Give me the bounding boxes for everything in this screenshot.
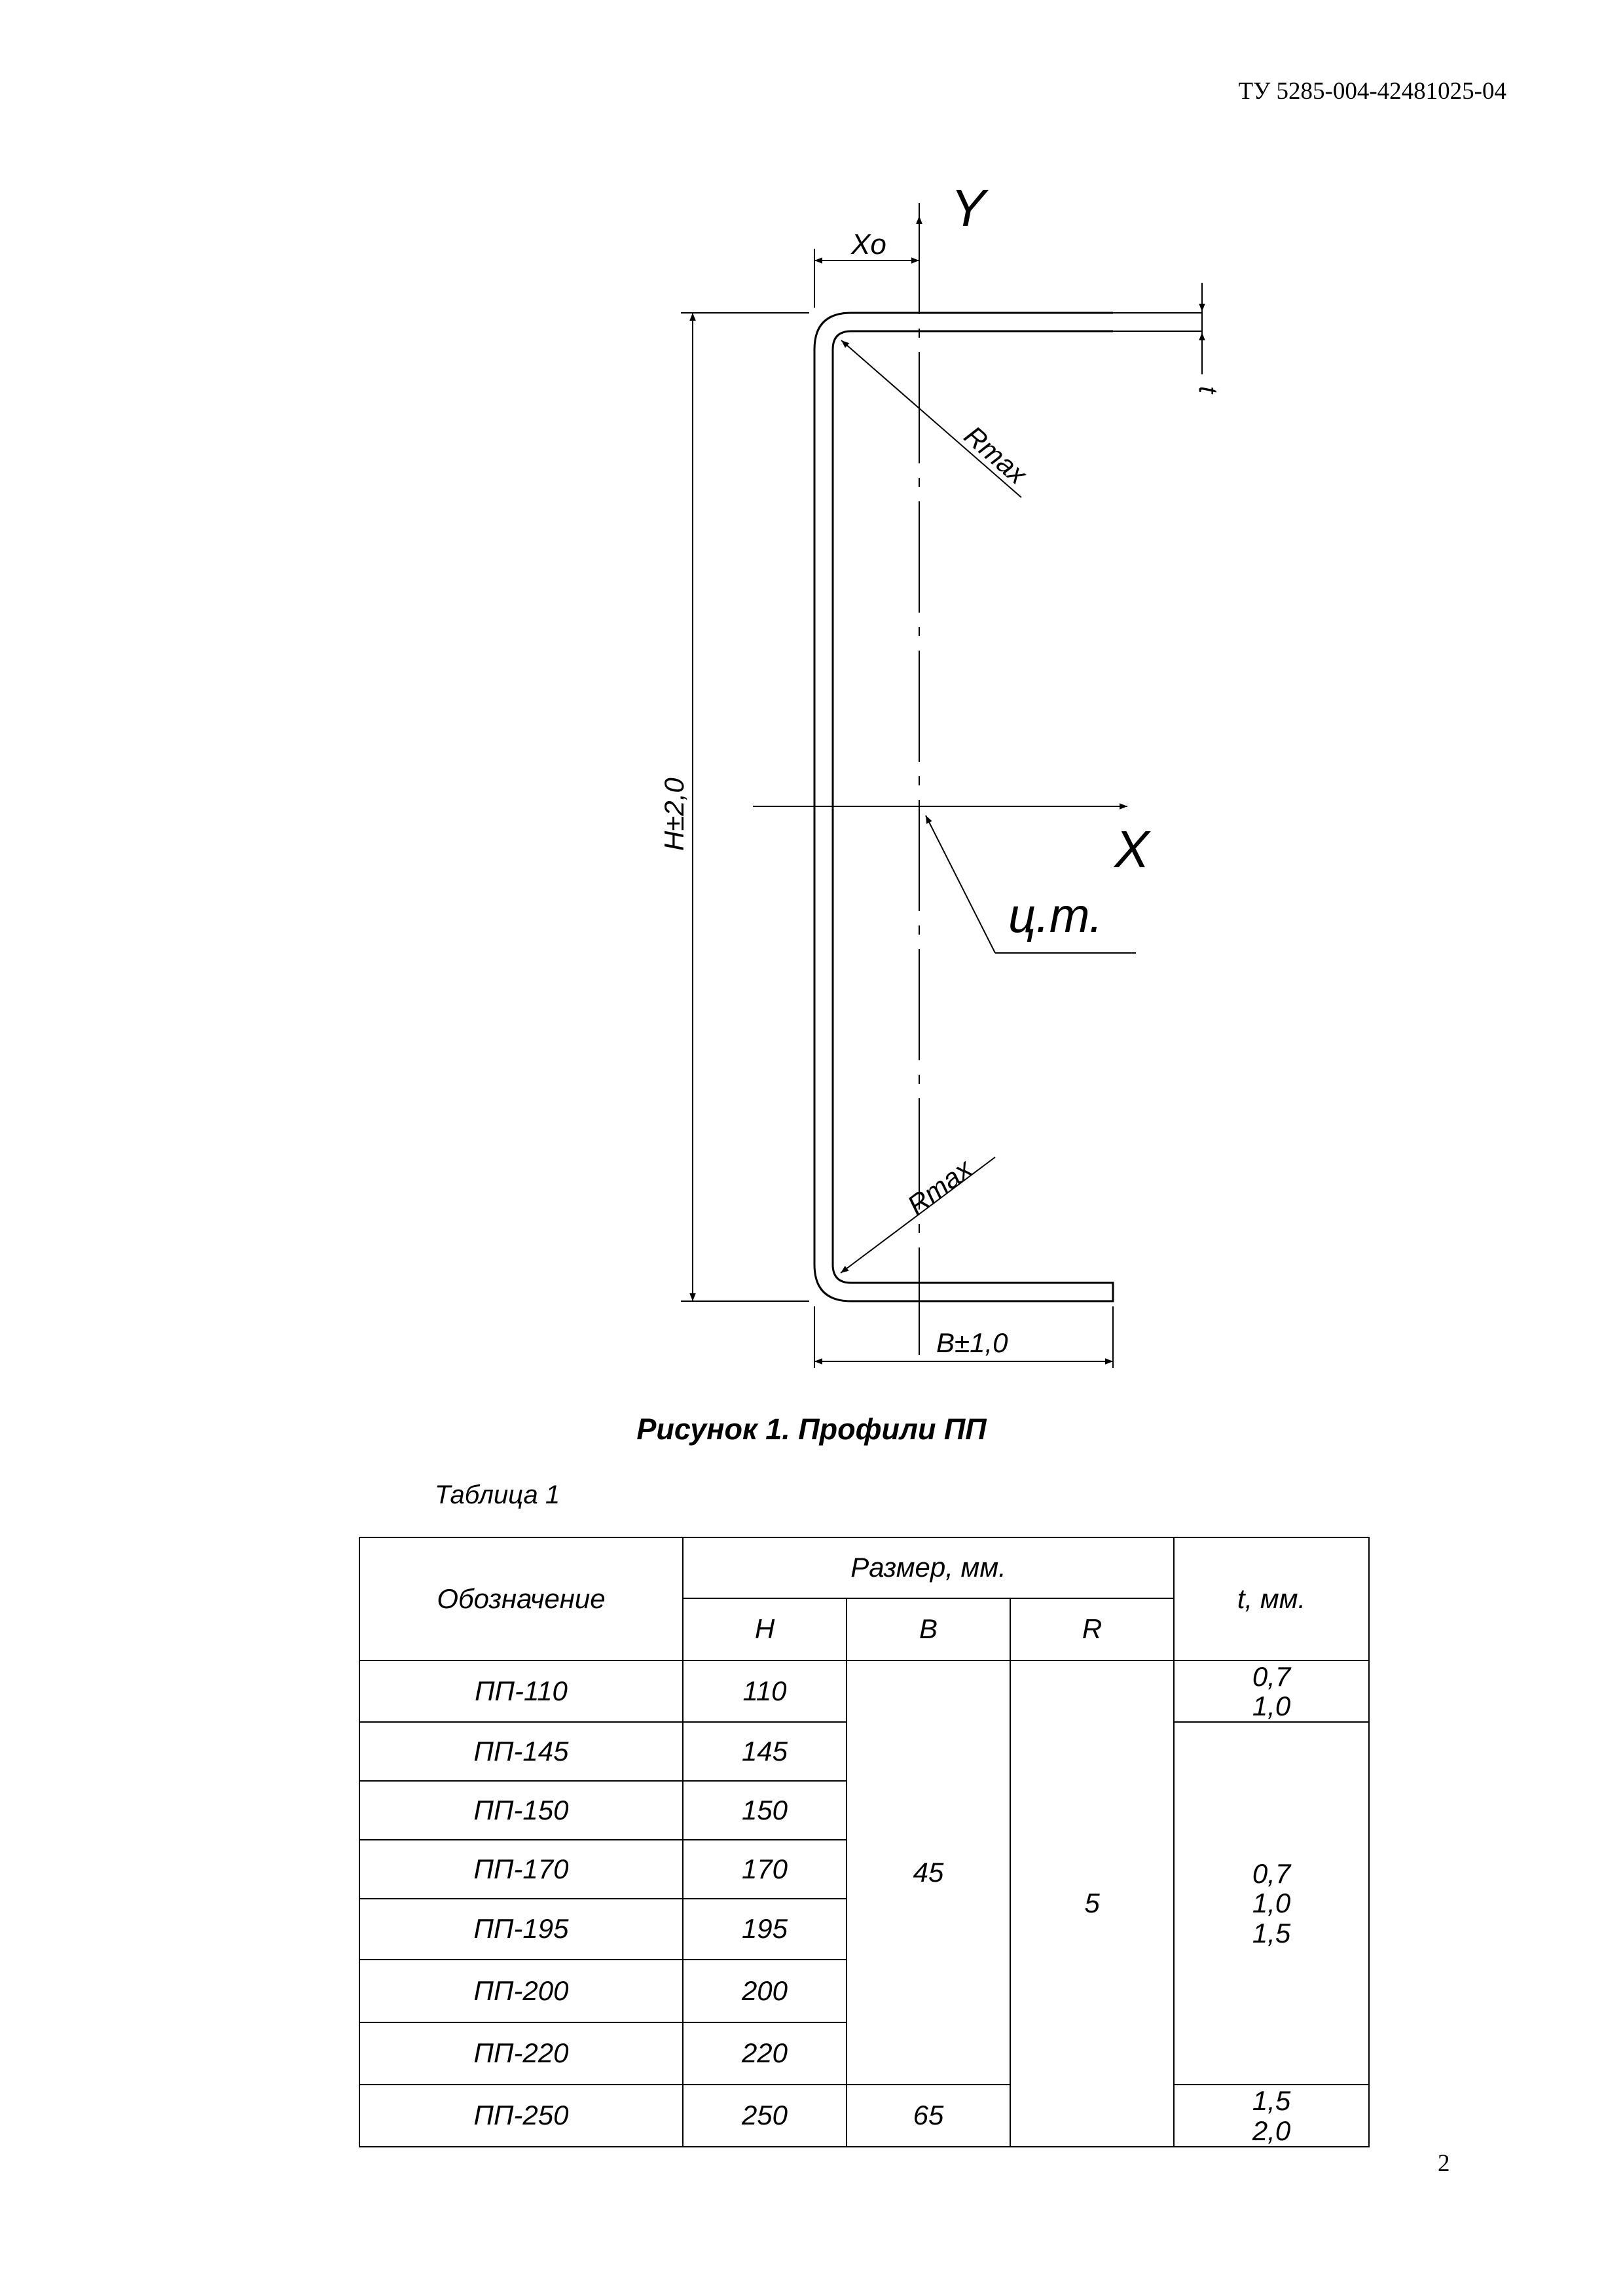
figure-caption: Рисунок 1. Профили ПП [636, 1412, 987, 1446]
h-cell: 170 [683, 1840, 847, 1899]
designation-cell: ПП-220 [359, 2022, 683, 2085]
t-cell-group1 [1174, 1660, 1369, 1722]
t-value: 0,7 [1252, 1857, 1291, 1889]
centroid-label: ц.т. [1008, 888, 1103, 942]
h-cell: 150 [683, 1781, 847, 1840]
radius-bottom-label: Rmax [902, 1153, 978, 1221]
header-r: R [1010, 1598, 1174, 1660]
table-row [359, 2085, 1369, 2147]
header-h: H [683, 1598, 847, 1660]
h-cell: 145 [683, 1722, 847, 1781]
designation-cell: ПП-110 [359, 1660, 683, 1722]
table-label: Таблица 1 [435, 1480, 560, 1509]
height-label: H±2,0 [659, 778, 689, 851]
h-cell: 110 [683, 1660, 847, 1722]
h-cell: 250 [683, 2085, 847, 2147]
designation-cell: ПП-170 [359, 1840, 683, 1899]
thickness-label: t [1194, 386, 1222, 394]
t-value: 1,0 [1252, 1691, 1291, 1721]
designation-cell: ПП-145 [359, 1722, 683, 1781]
designation-cell: ПП-200 [359, 1960, 683, 2022]
header-size-group: Размер, мм. [683, 1537, 1174, 1598]
y-axis-label: Y [951, 179, 986, 237]
t-value: 1,5 [1252, 1917, 1291, 1948]
x-axis-label: X [1114, 820, 1150, 878]
h-cell: 220 [683, 2022, 847, 2085]
width-label: B±1,0 [936, 1327, 1008, 1358]
document-code: ТУ 5285-004-42481025-04 [1238, 78, 1506, 105]
header-b: B [847, 1598, 1010, 1660]
t-value: 1,5 [1252, 2085, 1291, 2117]
header-thickness: t, мм. [1174, 1537, 1369, 1660]
t-value: 0,7 [1252, 1660, 1291, 1692]
table-row [359, 1660, 1369, 1722]
b-cell-main: 45 [847, 1660, 1010, 2085]
t-cell-group3 [1174, 2085, 1369, 2147]
t-value: 1,0 [1252, 1888, 1291, 1919]
designation-cell: ПП-150 [359, 1781, 683, 1840]
designation-cell: ПП-250 [359, 2085, 683, 2147]
r-cell-all: 5 [1010, 1660, 1174, 2147]
header-designation: Обозначение [359, 1537, 683, 1660]
b-cell-last: 65 [847, 2085, 1010, 2147]
radius-top-label: Rmax [958, 420, 1033, 490]
t-value: 2,0 [1252, 2115, 1291, 2146]
designation-cell: ПП-195 [359, 1899, 683, 1960]
page-number: 2 [1438, 2150, 1450, 2177]
x0-label: Xo [851, 228, 886, 260]
t-cell-group2 [1174, 1722, 1369, 2085]
h-cell: 200 [683, 1960, 847, 2022]
h-cell: 195 [683, 1899, 847, 1960]
profiles-table [359, 1537, 1370, 2147]
